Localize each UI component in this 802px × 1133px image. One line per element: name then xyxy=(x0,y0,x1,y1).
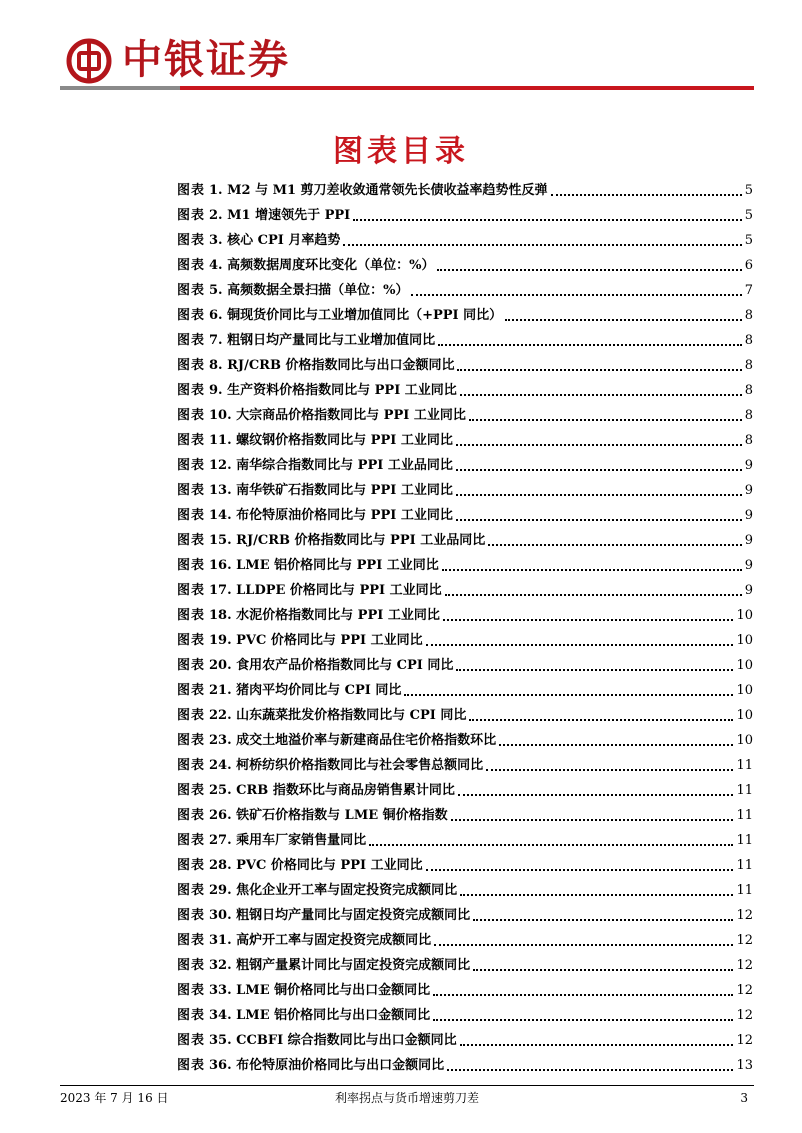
table-of-figures xyxy=(177,175,753,1075)
toc-entry[interactable] xyxy=(177,1050,753,1075)
toc-entry-label: 3. 核心 CPI 月率趋势 xyxy=(209,233,341,248)
toc-entry-page: 5 xyxy=(744,208,753,223)
toc-entry-prefix: 图表 xyxy=(177,408,206,423)
toc-entry[interactable] xyxy=(177,175,753,200)
toc-entry-leader-dots xyxy=(343,244,741,246)
toc-entry-page: 11 xyxy=(736,883,753,898)
toc-entry[interactable] xyxy=(177,425,753,450)
toc-entry-label: 27. 乘用车厂家销售量同比 xyxy=(209,833,367,848)
toc-entry-label: 13. 南华铁矿石指数同比与 PPI 工业同比 xyxy=(209,483,453,498)
toc-entry-label: 33. LME 铜价格同比与出口金额同比 xyxy=(209,983,431,998)
toc-entry[interactable] xyxy=(177,575,753,600)
toc-entry-page: 8 xyxy=(744,333,753,348)
toc-entry[interactable] xyxy=(177,250,753,275)
toc-entry-prefix: 图表 xyxy=(177,1058,206,1073)
toc-entry-label: 24. 柯桥纺织价格指数同比与社会零售总额同比 xyxy=(209,758,484,773)
toc-entry-label: 10. 大宗商品价格指数同比与 PPI 工业同比 xyxy=(209,408,466,423)
toc-entry-prefix: 图表 xyxy=(177,833,206,848)
toc-entry-prefix: 图表 xyxy=(177,583,206,598)
toc-entry-prefix: 图表 xyxy=(177,333,206,348)
toc-entry-prefix: 图表 xyxy=(177,1008,206,1023)
toc-entry-leader-dots xyxy=(473,919,733,921)
toc-entry[interactable] xyxy=(177,675,753,700)
toc-entry[interactable] xyxy=(177,850,753,875)
toc-entry[interactable] xyxy=(177,625,753,650)
toc-entry-prefix: 图表 xyxy=(177,458,206,473)
toc-entry-page: 12 xyxy=(736,1008,753,1023)
page-title: 图表目录 xyxy=(333,134,469,169)
bank-of-china-logo-icon xyxy=(66,38,112,84)
toc-entry-prefix: 图表 xyxy=(177,1033,206,1048)
toc-entry-page: 5 xyxy=(744,233,753,248)
toc-entry-label: 2. M1 增速领先于 PPI xyxy=(209,208,351,223)
toc-entry-page: 8 xyxy=(744,308,753,323)
toc-entry-label: 21. 猪肉平均价同比与 CPI 同比 xyxy=(209,683,402,698)
toc-entry-label: 34. LME 铝价格同比与出口金额同比 xyxy=(209,1008,431,1023)
toc-entry[interactable] xyxy=(177,775,753,800)
toc-entry-leader-dots xyxy=(434,944,733,946)
toc-entry-prefix: 图表 xyxy=(177,258,206,273)
toc-entry-label: 5. 高频数据全景扫描（单位：%） xyxy=(209,283,409,298)
toc-entry-page: 9 xyxy=(744,533,753,548)
toc-entry-leader-dots xyxy=(456,669,733,671)
toc-entry-leader-dots xyxy=(469,419,742,421)
toc-entry-label: 4. 高频数据周度环比变化（单位：%） xyxy=(209,258,435,273)
toc-entry-prefix: 图表 xyxy=(177,983,206,998)
toc-entry-leader-dots xyxy=(447,1069,733,1071)
toc-entry-label: 19. PVC 价格同比与 PPI 工业同比 xyxy=(209,633,423,648)
toc-entry-leader-dots xyxy=(451,819,734,821)
toc-entry-prefix: 图表 xyxy=(177,958,206,973)
toc-entry-page: 8 xyxy=(744,383,753,398)
toc-entry-prefix: 图表 xyxy=(177,783,206,798)
footer-rule xyxy=(60,1085,754,1086)
toc-entry-page: 11 xyxy=(736,783,753,798)
toc-entry-prefix: 图表 xyxy=(177,308,206,323)
toc-entry[interactable] xyxy=(177,475,753,500)
toc-entry-leader-dots xyxy=(457,369,741,371)
toc-entry-label: 26. 铁矿石价格指数与 LME 铜价格指数 xyxy=(209,808,448,823)
header-rule-accent xyxy=(60,86,180,90)
toc-entry-prefix: 图表 xyxy=(177,183,206,198)
toc-entry-prefix: 图表 xyxy=(177,658,206,673)
toc-entry-label: 16. LME 铝价格同比与 PPI 工业同比 xyxy=(209,558,439,573)
toc-entry[interactable] xyxy=(177,1025,753,1050)
toc-entry-label: 11. 螺纹钢价格指数同比与 PPI 工业同比 xyxy=(209,433,453,448)
toc-entry-label: 12. 南华综合指数同比与 PPI 工业品同比 xyxy=(209,458,453,473)
toc-entry-label: 18. 水泥价格指数同比与 PPI 工业同比 xyxy=(209,608,440,623)
toc-entry-page: 9 xyxy=(744,558,753,573)
toc-entry-prefix: 图表 xyxy=(177,483,206,498)
toc-entry-leader-dots xyxy=(456,519,742,521)
toc-entry-prefix: 图表 xyxy=(177,508,206,523)
toc-entry-page: 5 xyxy=(744,183,753,198)
toc-entry-leader-dots xyxy=(456,444,742,446)
toc-entry-prefix: 图表 xyxy=(177,608,206,623)
toc-entry-leader-dots xyxy=(426,869,734,871)
toc-entry-page: 12 xyxy=(736,908,753,923)
toc-entry-leader-dots xyxy=(443,619,734,621)
toc-entry-prefix: 图表 xyxy=(177,708,206,723)
toc-entry-page: 10 xyxy=(736,708,753,723)
toc-entry[interactable] xyxy=(177,350,753,375)
page-header xyxy=(60,24,754,94)
toc-entry-leader-dots xyxy=(460,894,733,896)
toc-entry-page: 8 xyxy=(744,408,753,423)
toc-entry[interactable] xyxy=(177,925,753,950)
toc-entry-prefix: 图表 xyxy=(177,533,206,548)
toc-entry-label: 29. 焦化企业开工率与固定投资完成额同比 xyxy=(209,883,458,898)
toc-entry-label: 35. CCBFI 综合指数同比与出口金额同比 xyxy=(209,1033,457,1048)
toc-entry-label: 28. PVC 价格同比与 PPI 工业同比 xyxy=(209,858,423,873)
toc-entry[interactable] xyxy=(177,450,753,475)
toc-entry[interactable] xyxy=(177,375,753,400)
toc-entry-page: 12 xyxy=(736,1033,753,1048)
toc-entry[interactable] xyxy=(177,400,753,425)
toc-entry-page: 12 xyxy=(736,983,753,998)
toc-entry-page: 10 xyxy=(736,683,753,698)
toc-entry-page: 11 xyxy=(736,858,753,873)
toc-entry-prefix: 图表 xyxy=(177,733,206,748)
toc-entry-page: 11 xyxy=(736,808,753,823)
toc-entry-leader-dots xyxy=(473,969,733,971)
toc-entry-page: 10 xyxy=(736,733,753,748)
toc-entry-label: 1. M2 与 M1 剪刀差收敛通常领先长债收益率趋势性反弹 xyxy=(209,183,548,198)
toc-entry[interactable] xyxy=(177,750,753,775)
toc-entry-prefix: 图表 xyxy=(177,558,206,573)
toc-entry-page: 13 xyxy=(736,1058,753,1073)
toc-entry[interactable] xyxy=(177,975,753,1000)
toc-entry-page: 12 xyxy=(736,958,753,973)
toc-entry-page: 9 xyxy=(744,583,753,598)
toc-entry-leader-dots xyxy=(460,1044,734,1046)
toc-entry-page: 9 xyxy=(744,483,753,498)
toc-entry-label: 32. 粗钢产量累计同比与固定投资完成额同比 xyxy=(209,958,471,973)
footer-date: 2023 年 7 月 16 日 xyxy=(60,1091,169,1105)
toc-entry-prefix: 图表 xyxy=(177,233,206,248)
toc-entry[interactable] xyxy=(177,300,753,325)
toc-entry-page: 12 xyxy=(736,933,753,948)
toc-entry[interactable] xyxy=(177,200,753,225)
toc-entry-leader-dots xyxy=(488,544,742,546)
toc-entry-page: 10 xyxy=(736,658,753,673)
toc-entry[interactable] xyxy=(177,800,753,825)
toc-entry[interactable] xyxy=(177,1000,753,1025)
toc-entry-label: 31. 高炉开工率与固定投资完成额同比 xyxy=(209,933,432,948)
toc-entry-prefix: 图表 xyxy=(177,858,206,873)
page-footer xyxy=(60,1088,754,1108)
toc-entry-prefix: 图表 xyxy=(177,283,206,298)
footer-page-number: 3 xyxy=(740,1091,748,1105)
toc-entry-label: 25. CRB 指数环比与商品房销售累计同比 xyxy=(209,783,455,798)
toc-entry-prefix: 图表 xyxy=(177,383,206,398)
toc-entry[interactable] xyxy=(177,525,753,550)
toc-entry-label: 22. 山东蔬菜批发价格指数同比与 CPI 同比 xyxy=(209,708,467,723)
toc-entry-leader-dots xyxy=(438,344,742,346)
toc-entry-page: 11 xyxy=(736,758,753,773)
toc-entry-leader-dots xyxy=(486,769,733,771)
toc-entry-page: 11 xyxy=(736,833,753,848)
toc-entry-leader-dots xyxy=(469,719,733,721)
toc-entry-page: 10 xyxy=(736,633,753,648)
toc-entry-label: 23. 成交土地溢价率与新建商品住宅价格指数环比 xyxy=(209,733,497,748)
toc-entry[interactable] xyxy=(177,825,753,850)
toc-entry-page: 9 xyxy=(744,458,753,473)
toc-entry-label: 8. RJ/CRB 价格指数同比与出口金额同比 xyxy=(209,358,455,373)
toc-entry-leader-dots xyxy=(505,319,742,321)
toc-entry-page: 8 xyxy=(744,358,753,373)
toc-entry-leader-dots xyxy=(353,219,741,221)
toc-entry[interactable] xyxy=(177,325,753,350)
toc-entry[interactable] xyxy=(177,650,753,675)
toc-entry[interactable] xyxy=(177,550,753,575)
toc-entry[interactable] xyxy=(177,275,753,300)
toc-entry-label: 6. 铜现货价同比与工业增加值同比（+PPI 同比） xyxy=(209,308,503,323)
toc-entry-label: 14. 布伦特原油价格同比与 PPI 工业同比 xyxy=(209,508,453,523)
toc-entry-leader-dots xyxy=(369,844,733,846)
toc-entry-label: 7. 粗钢日均产量同比与工业增加值同比 xyxy=(209,333,436,348)
toc-entry-leader-dots xyxy=(437,269,741,271)
toc-entry[interactable] xyxy=(177,875,753,900)
toc-entry-label: 9. 生产资料价格指数同比与 PPI 工业同比 xyxy=(209,383,457,398)
toc-entry-prefix: 图表 xyxy=(177,933,206,948)
toc-entry-leader-dots xyxy=(442,569,742,571)
toc-entry[interactable] xyxy=(177,950,753,975)
toc-entry-label: 30. 粗钢日均产量同比与固定投资完成额同比 xyxy=(209,908,471,923)
toc-entry[interactable] xyxy=(177,725,753,750)
toc-entry-prefix: 图表 xyxy=(177,208,206,223)
toc-entry-label: 15. RJ/CRB 价格指数同比与 PPI 工业品同比 xyxy=(209,533,486,548)
toc-entry-prefix: 图表 xyxy=(177,683,206,698)
footer-report-title: 利率拐点与货币增速剪刀差 xyxy=(334,1091,479,1105)
toc-entry[interactable] xyxy=(177,600,753,625)
toc-entry-label: 20. 食用农产品价格指数同比与 CPI 同比 xyxy=(209,658,454,673)
brand-name: 中银证券 xyxy=(122,37,290,83)
toc-entry-page: 8 xyxy=(744,433,753,448)
toc-entry-leader-dots xyxy=(404,694,733,696)
toc-entry-page: 7 xyxy=(744,283,753,298)
toc-entry-prefix: 图表 xyxy=(177,908,206,923)
toc-entry-leader-dots xyxy=(458,794,734,796)
toc-entry-prefix: 图表 xyxy=(177,883,206,898)
toc-entry-prefix: 图表 xyxy=(177,758,206,773)
toc-entry-page: 9 xyxy=(744,508,753,523)
toc-entry-leader-dots xyxy=(460,394,742,396)
toc-entry-leader-dots xyxy=(499,744,733,746)
toc-entry-leader-dots xyxy=(411,294,741,296)
toc-entry[interactable] xyxy=(177,700,753,725)
toc-entry[interactable] xyxy=(177,225,753,250)
toc-entry-page: 10 xyxy=(736,608,753,623)
toc-entry[interactable] xyxy=(177,900,753,925)
toc-entry-leader-dots xyxy=(433,1019,733,1021)
toc-entry-leader-dots xyxy=(445,594,742,596)
toc-entry-page: 6 xyxy=(744,258,753,273)
toc-entry[interactable] xyxy=(177,500,753,525)
toc-entry-leader-dots xyxy=(456,469,742,471)
toc-entry-leader-dots xyxy=(456,494,742,496)
toc-entry-label: 17. LLDPE 价格同比与 PPI 工业同比 xyxy=(209,583,442,598)
toc-entry-leader-dots xyxy=(433,994,733,996)
toc-entry-prefix: 图表 xyxy=(177,633,206,648)
toc-entry-prefix: 图表 xyxy=(177,433,206,448)
toc-entry-leader-dots xyxy=(426,644,734,646)
toc-entry-leader-dots xyxy=(551,194,742,196)
toc-entry-label: 36. 布伦特原油价格同比与出口金额同比 xyxy=(209,1058,445,1073)
toc-entry-prefix: 图表 xyxy=(177,808,206,823)
toc-entry-prefix: 图表 xyxy=(177,358,206,373)
